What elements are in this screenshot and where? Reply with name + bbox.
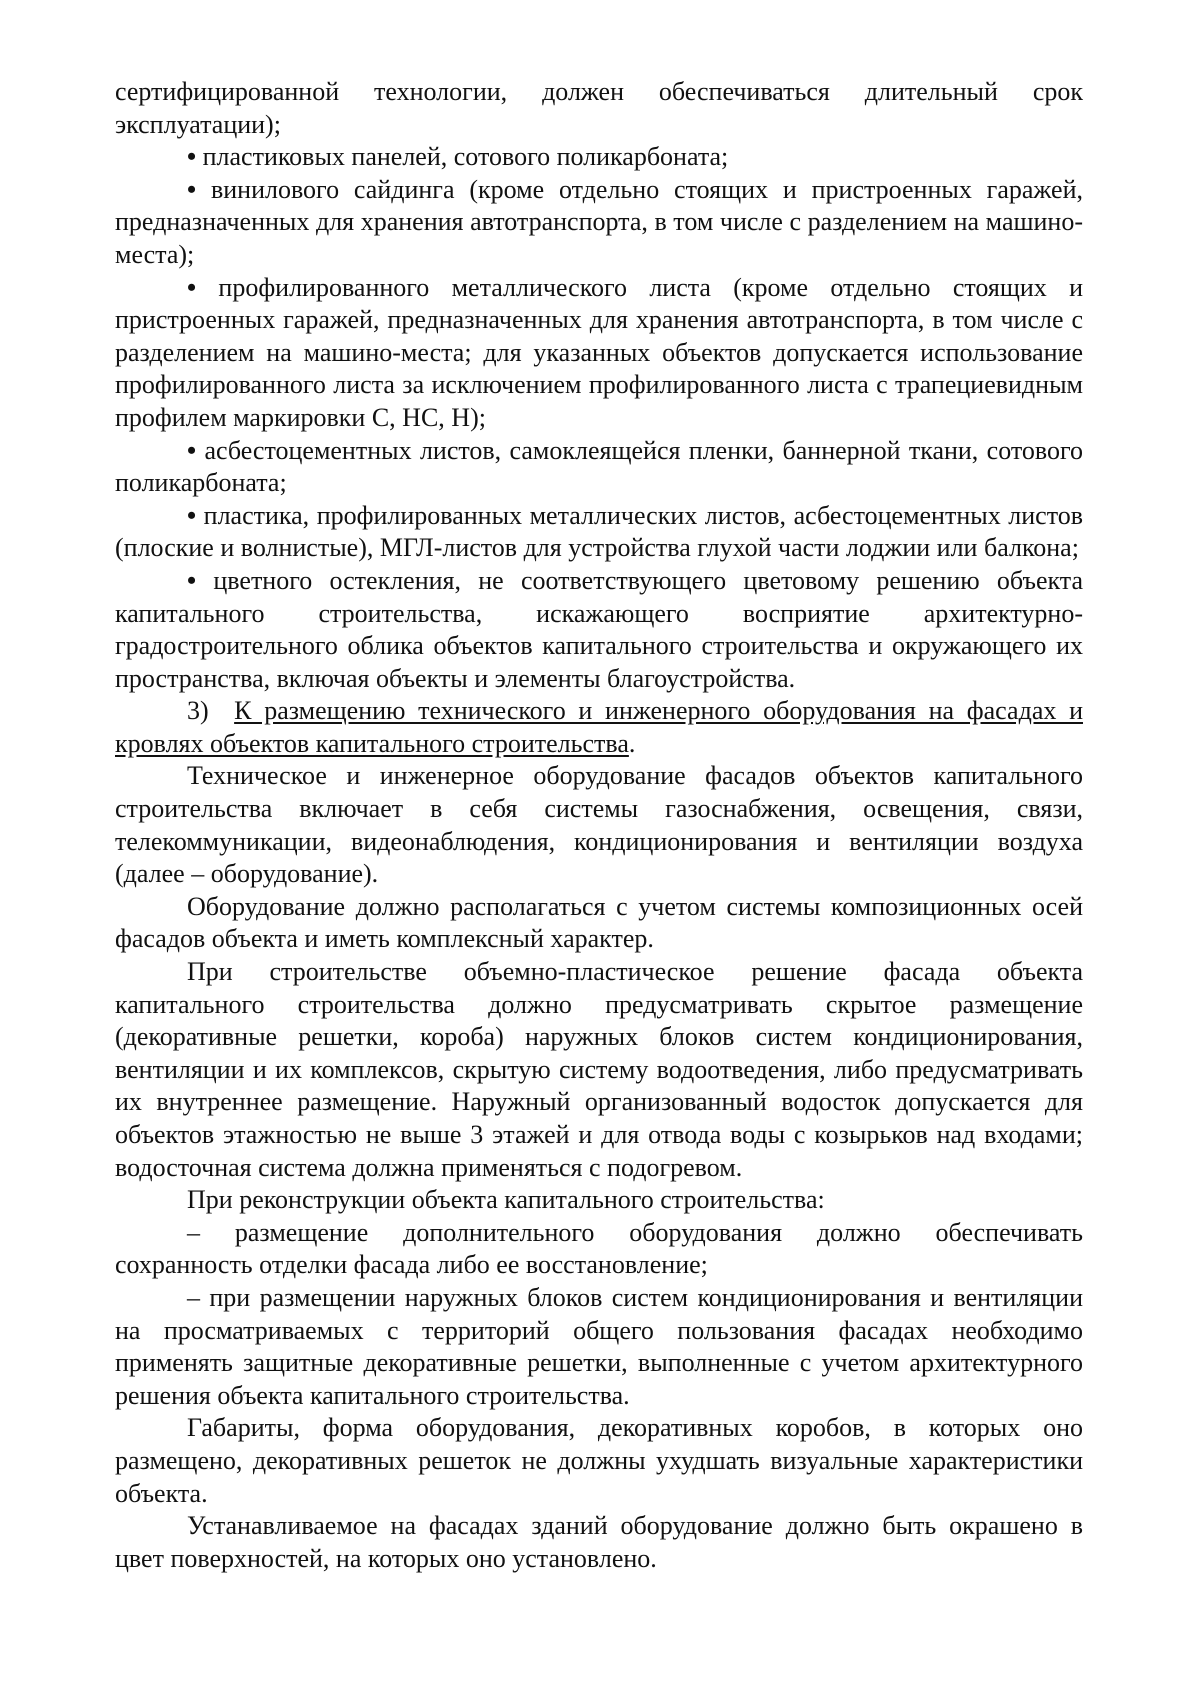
paragraph: Оборудование должно располагаться с учетом системы композиционных осей фасадов объекта и иметь комплексный характер.	[115, 891, 1083, 954]
section-number: 3)	[187, 696, 209, 726]
section-heading	[115, 695, 1083, 760]
bullet-item: • пластиковых панелей, сотового поликарбоната;	[115, 141, 1083, 174]
section-title-trail: .	[628, 728, 636, 758]
bullet-item: • профилированного металлического листа (кроме отдельно стоящих и пристроенных гаражей, предназначенных для хранения автотранспорта, в том числе с разделением на машино-места; для указанных объектов допускается использование профилированного листа за исключением профилированного листа с трапециевидным профилем маркировки С, НС, Н);	[115, 272, 1083, 435]
paragraph: При строительстве объемно-пластическое решение фасада объекта капитального строительства должно предусматривать скрытое размещение (декоративные решетки, короба) наружных блоков систем кондиционирования, вентиляции и их комплексов, скрытую систему водоотведения, либо предусматривать их внутреннее размещение. Наружный организованный водосток допускается для объектов этажностью не выше 3 этажей и для отвода воды с козырьков над входами; водосточная система должна применяться с подогревом.	[115, 957, 1083, 1182]
dash-item: – при размещении наружных блоков систем кондиционирования и вентиляции на просматриваемых с территорий общего пользования фасадах необходимо применять защитные декоративные решетки, выполненные с учетом архитектурного решения объекта капитального строительства.	[115, 1282, 1083, 1410]
bullet-item: • винилового сайдинга (кроме отдельно стоящих и пристроенных гаражей, предназначенных для хранения автотранспорта, в том числе с разделением на машино-места);	[115, 174, 1083, 272]
section-title: К размещению технического и инженерного оборудования на фасадах и кровлях объектов капитального строительства	[115, 696, 1083, 758]
bullet-item: • пластика, профилированных металлических листов, асбестоцементных листов (плоские и волнистые), МГЛ-листов для устройства глухой части лоджии или балкона;	[115, 500, 1083, 565]
paragraph: Габариты, форма оборудования, декоративных коробов, в которых оно размещено, декоративных решеток не должны ухудшать визуальные характеристики объекта.	[115, 1413, 1083, 1508]
dash-item: – размещение дополнительного оборудования должно обеспечивать сохранность отделки фасада либо ее восстановление;	[115, 1217, 1083, 1280]
bullet-item: • цветного остекления, не соответствующего цветовому решению объекта капитального строительства, искажающего восприятие архитектурно-градостроительного облика объектов капитального строительства и окружающего их пространства, включая объекты и элементы благоустройства.	[115, 565, 1083, 695]
bullet-item: • асбестоцементных листов, самоклеящейся пленки, баннерной ткани, сотового поликарбоната;	[115, 435, 1083, 500]
paragraph: Техническое и инженерное оборудование фасадов объектов капитального строительства включает в себя системы газоснабжения, освещения, связи, телекоммуникации, видеонаблюдения, кондиционирования и вентиляции воздуха (далее – оборудование).	[115, 761, 1083, 889]
paragraph: Устанавливаемое на фасадах зданий оборудование должно быть окрашено в цвет поверхностей, на которых оно установлено.	[115, 1511, 1083, 1573]
document-page	[115, 76, 1083, 1575]
paragraph: При реконструкции объекта капитального строительства:	[187, 1185, 825, 1215]
paragraph-continuation: сертифицированной технологии, должен обеспечиваться длительный срок эксплуатации);	[115, 77, 1083, 139]
